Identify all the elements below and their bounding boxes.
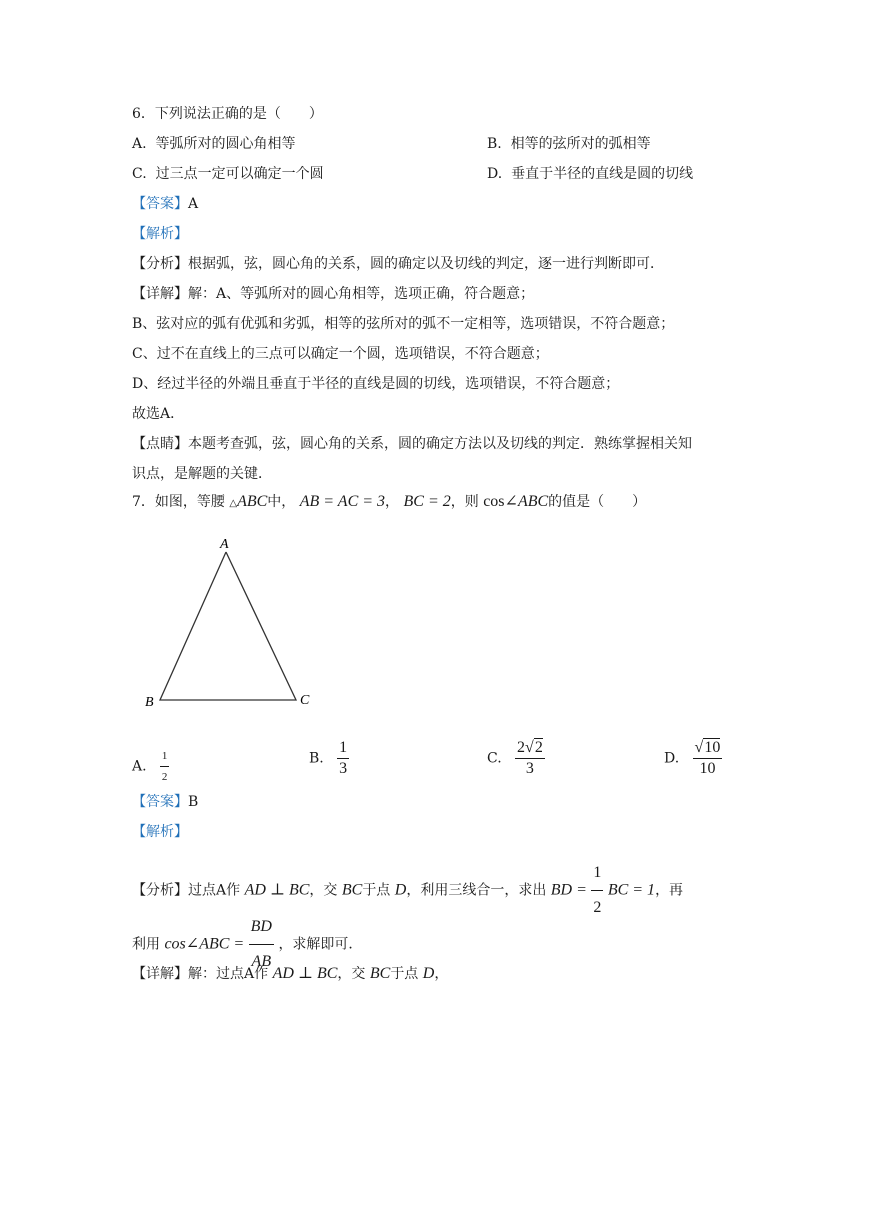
- q6-xiangjie-5: 故选A．: [132, 406, 185, 422]
- q6-option-a: A. 等弧所对的圆心角相等: [132, 136, 296, 152]
- q6-option-b: B. 相等的弦所对的弧相等: [487, 136, 651, 152]
- q7-option-c: C. $\frac{2√2}{3}$: [487, 739, 543, 777]
- triangle-outline: [160, 552, 296, 700]
- q6-option-c: C. 过三点一定可以确定一个圆: [132, 166, 324, 182]
- q6-jiexi: 【解析】: [132, 226, 188, 242]
- q7-option-a: A. $\frac{1}{2}$: [132, 746, 169, 787]
- q7-xiangjie: 【详解】解：过点A作 AD ⊥ BC，交 BC于点 D，: [132, 965, 449, 982]
- q6-xiangjie-4: D、经过半径的外端且垂直于半径的直线是圆的切线，选项错误，不符合题意；: [132, 376, 620, 392]
- q7-triangle-figure: [140, 534, 325, 714]
- q6-xiangjie-2: B、弦对应的弧有优弧和劣弧，相等的弦所对的弧不一定相等，选项错误，不符合题意；: [132, 316, 675, 332]
- q6-dianjing-2: 识点，是解题的关键．: [132, 466, 272, 482]
- q7-answer: 【答案】B: [132, 794, 199, 810]
- q7-fenxi-line-2: 利用 cos∠ABC = $\frac{BD}{AB}$ ，求解即可．: [132, 910, 362, 979]
- q6-option-d: D. 垂直于半径的直线是圆的切线: [487, 166, 694, 182]
- q6-fenxi: 【分析】根据弧，弦，圆心角的关系，圆的确定以及切线的判定，逐一进行判断即可．: [132, 256, 664, 272]
- q7-option-d: D. $\frac{√10}{10}$: [664, 739, 721, 777]
- q6-xiangjie-1: 【详解】解：A、等弧所对的圆心角相等，选项正确，符合题意；: [132, 286, 535, 302]
- q6-stem: 6．下列说法正确的是（ ）: [132, 106, 323, 122]
- q7-option-b: B. $\frac{1}{3}$: [309, 739, 348, 777]
- q6-xiangjie-3: C、过不在直线上的三点可以确定一个圆，选项错误，不符合题意；: [132, 346, 549, 362]
- vertex-label-c: C: [300, 693, 310, 708]
- q7-fenxi-line-1: 【分析】过点A作 AD ⊥ BC，交 BC于点 D，利用三线合一，求出 BD = $\frac{1}{2}$ BC = 1，再: [132, 856, 683, 925]
- q7-stem: 7．如图，等腰 △ABC中， AB = AC = 3， BC = 2，则 cos∠ABC的值是（ ）: [132, 493, 647, 510]
- vertex-label-b: B: [145, 695, 154, 710]
- q6-answer: 【答案】A: [132, 196, 199, 212]
- q7-jiexi: 【解析】: [132, 824, 188, 840]
- q6-dianjing-1: 【点睛】本题考查弧，弦，圆心角的关系，圆的确定方法以及切线的判定．熟练掌握相关知: [132, 436, 692, 452]
- vertex-label-a: A: [220, 537, 229, 552]
